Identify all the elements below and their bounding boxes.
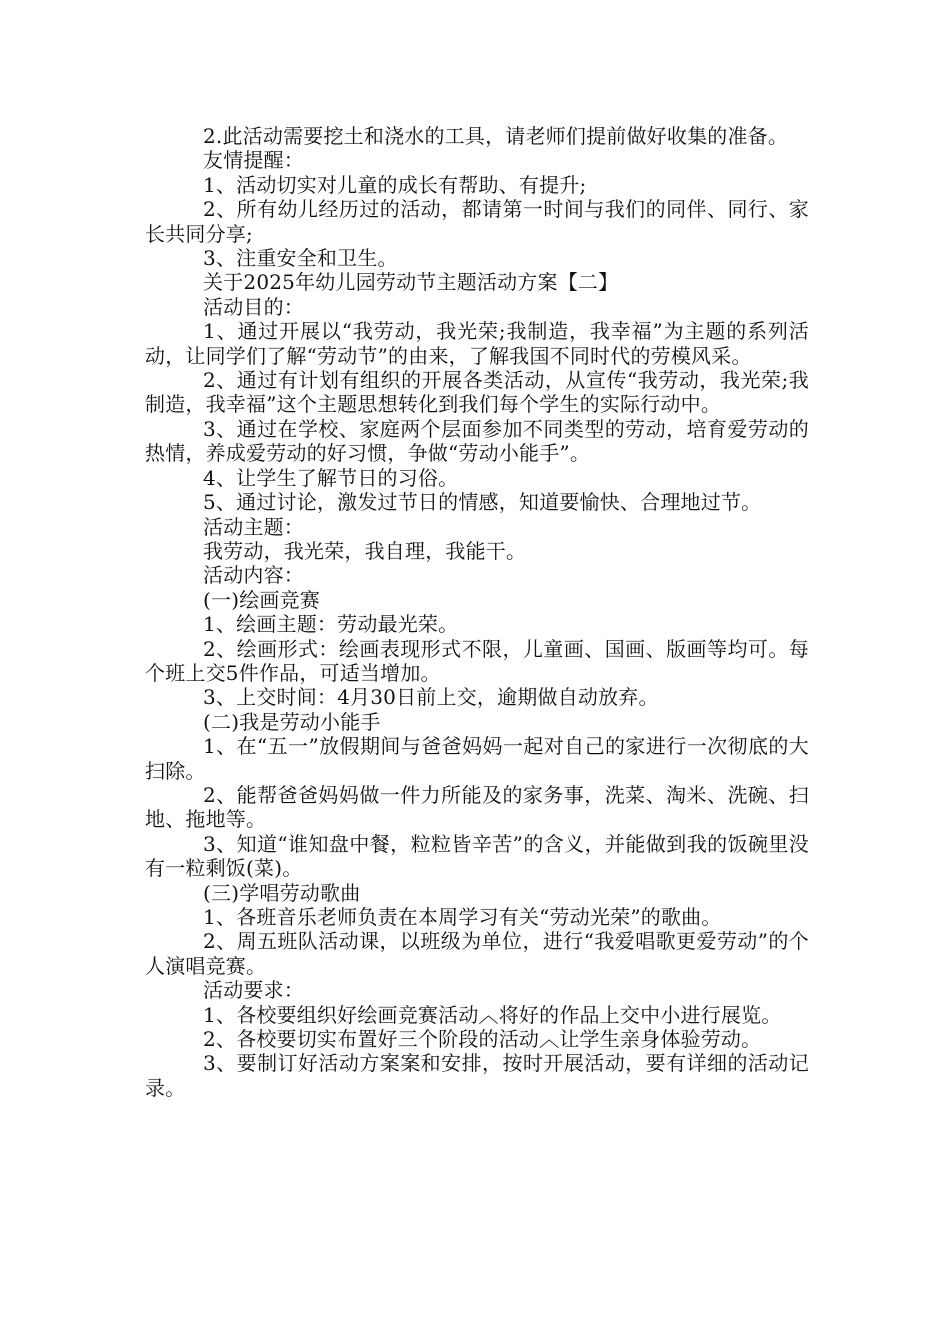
- paragraph-requirement-2: 2、各校要切实布置好三个阶段的活动︿让学生亲身体验劳动。: [203, 1027, 762, 1052]
- paragraph-helper-3: 3、知道“谁知盘中餐，粒粒皆辛苦”的含义，并能做到我的饭碗里没有一粒剩饭(菜)。: [145, 831, 809, 881]
- paragraph-requirement-1: 1、各校要组织好绘画竞赛活动︿将好的作品上交中小进行展览。: [203, 1002, 782, 1027]
- paragraph-tool-prep: 2.此活动需要挖土和浇水的工具，请老师们提前做好收集的准备。: [203, 124, 789, 148]
- paragraph-songs-1: 1、各班音乐老师负责在本周学习有关“劳动光荣”的歌曲。: [203, 905, 722, 929]
- subheading-labor-songs: (三)学唱劳动歌曲: [203, 880, 361, 905]
- heading-activity-content: 活动内容：: [203, 563, 304, 588]
- paragraph-helper-1: 1、在“五一”放假期间与爸爸妈妈一起对自己的家进行一次彻底的大扫除。: [145, 734, 809, 783]
- paragraph-purpose-2: 2、通过有计划有组织的开展各类活动，从宣传“我劳动，我光荣;我制造，我幸福”这个主题思想转化到我们每个学生的实际行动中。: [145, 368, 809, 417]
- paragraph-purpose-4: 4、让学生了解节日的习俗。: [203, 465, 459, 490]
- paragraph-drawing-1: 1、绘画主题：劳动最光荣。: [203, 612, 459, 637]
- paragraph-requirement-3: 3、要制订好活动方案案和安排，按时开展活动，要有详细的活动记录。: [145, 1051, 809, 1100]
- paragraph-purpose-3: 3、通过在学校、家庭两个层面参加不同类型的劳动，培育爱劳动的热情，养成爱劳动的好习惯，争做“劳动小能手”。: [145, 416, 809, 466]
- paragraph-helper-2: 2、能帮爸爸妈妈做一件力所能及的家务事，洗菜、淘米、洗碗、扫地、拖地等。: [145, 782, 809, 832]
- section-title-plan-two: 关于2025年幼儿园劳动节主题活动方案【二】: [203, 270, 619, 295]
- document-body: [145, 124, 809, 1100]
- paragraph-reminder-3: 3、注重安全和卫生。: [203, 246, 398, 271]
- paragraph-reminder-1: 1、活动切实对儿童的成长有帮助、有提升;: [203, 172, 587, 197]
- paragraph-drawing-2: 2、绘画形式：绘画表现形式不限，儿童画、国画、版画等均可。每个班上交5件作品，可适当增加。: [145, 636, 809, 685]
- paragraph-purpose-5: 5、通过讨论，激发过节日的情感，知道要愉快、合理地过节。: [203, 490, 762, 515]
- subheading-drawing-contest: (一)绘画竞赛: [203, 587, 321, 612]
- paragraph-theme: 我劳动，我光荣，我自理，我能干。: [203, 538, 527, 563]
- heading-friendly-reminder: 友情提醒：: [203, 148, 304, 173]
- subheading-labor-helper: (二)我是劳动小能手: [203, 709, 381, 734]
- heading-activity-requirements: 活动要求：: [203, 978, 304, 1003]
- paragraph-purpose-1: 1、通过开展以“我劳动，我光荣;我制造，我幸福”为主题的系列活动，让同学们了解“劳动节”的由来，了解我国不同时代的劳模风采。: [145, 319, 809, 368]
- paragraph-songs-2: 2、周五班队活动课，以班级为单位，进行“我爱唱歌更爱劳动”的个人演唱竞赛。: [145, 929, 809, 978]
- heading-activity-purpose: 活动目的：: [203, 294, 304, 319]
- heading-activity-theme: 活动主题：: [203, 514, 304, 539]
- paragraph-drawing-3: 3、上交时间：4月30日前上交，逾期做自动放弃。: [203, 685, 659, 710]
- paragraph-reminder-2: 2、所有幼儿经历过的活动，都请第一时间与我们的同伴、同行、家长共同分享;: [145, 197, 809, 246]
